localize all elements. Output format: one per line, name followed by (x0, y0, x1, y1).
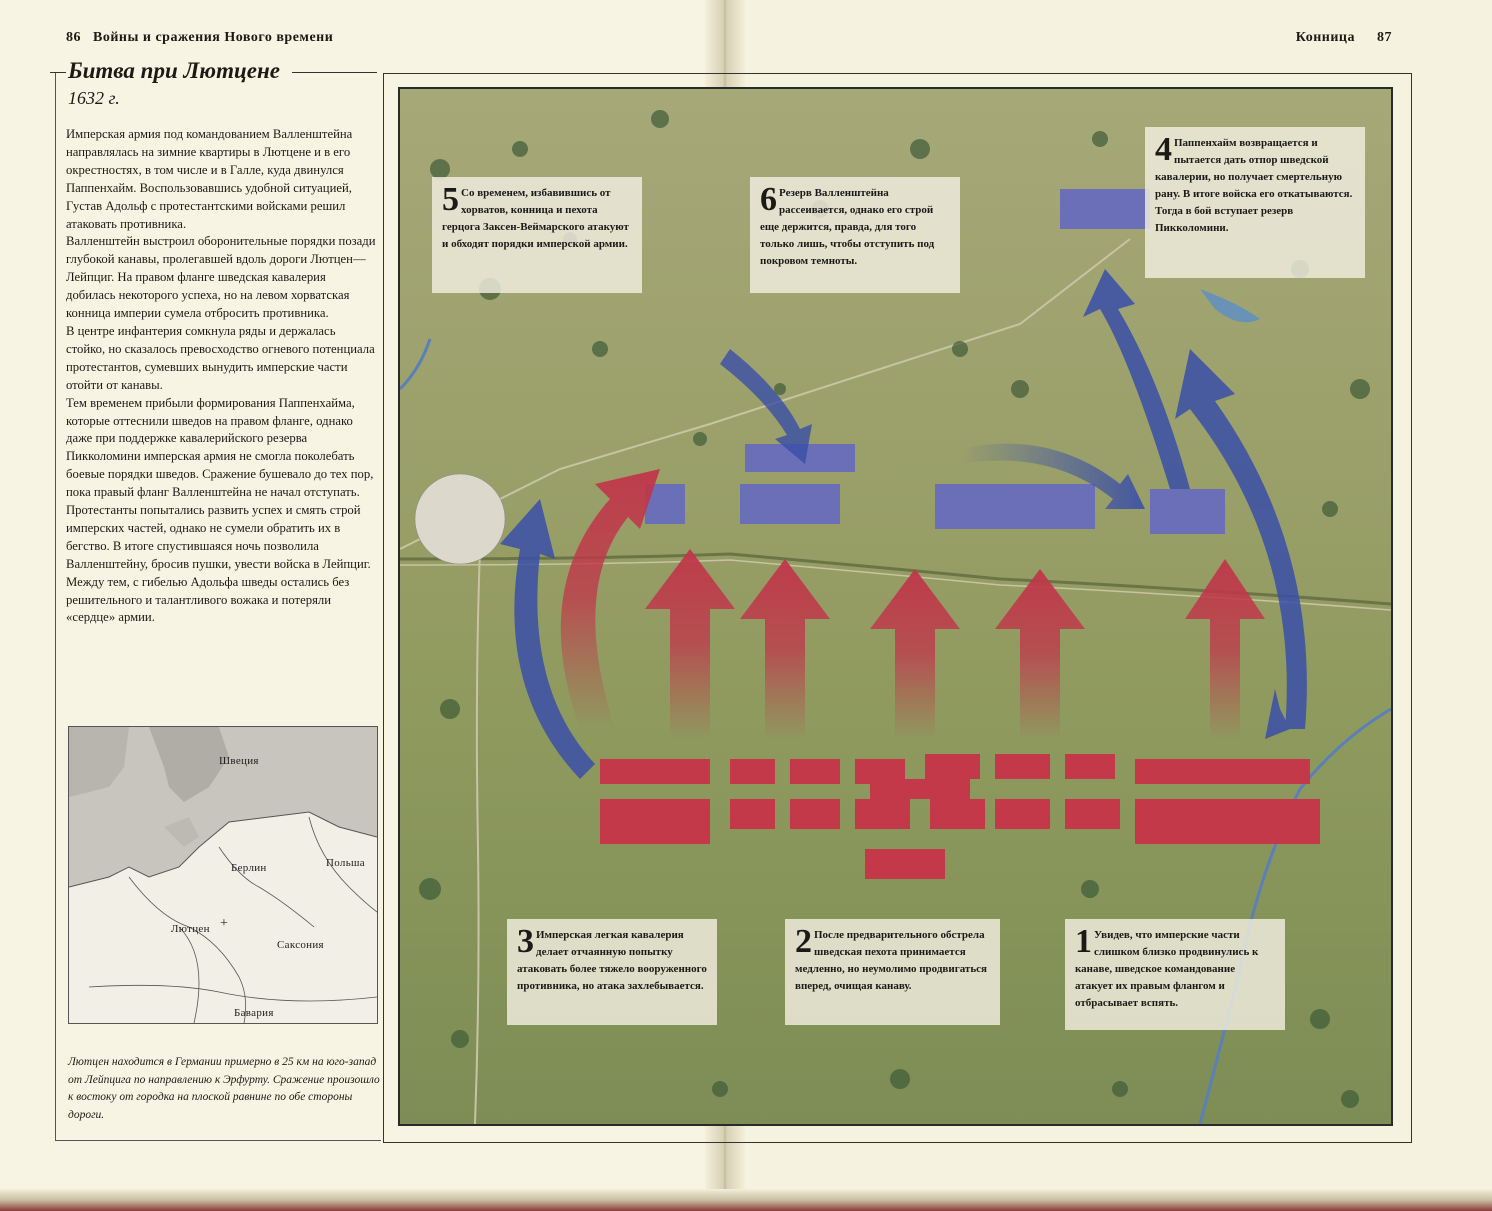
running-header-left (66, 30, 333, 46)
article-title: Битва при Лютцене (68, 58, 280, 83)
annotation-text: Имперская легкая кавалерия делает отчаянную попытку атаковать более тяжело вооруженного противника, но атака захлебывается. (517, 929, 707, 992)
svg-text:+: + (220, 916, 228, 931)
annotation-text: После предварительного обстрела шведская пехота принимается медленно, но неумолимо продвигаться вперед, очищая канаву. (795, 929, 987, 992)
annotation-number: 2 (795, 923, 812, 960)
map-caption: Лютцен находится в Германии примерно в 25 км на юго-запад от Лейпцига по направлению к Эрфурту. Сражение произошло к востоку от городка на плоской равнине по обе стороны дороги. (68, 1056, 380, 1121)
map-label-saxony: Саксония (277, 939, 324, 951)
body-paragraph: Имперская армия под командованием Валленштейна направлялась на зимние квартиры в Лютцене и в его окрестностях, в том числе и в Галле, куда двинулся Паппенхайм. Воспользовавшись удобной ситуацией, Густав Адольф с протестантскими войсками решил атаковать противника. (66, 127, 353, 231)
book-edge (0, 1189, 1492, 1211)
annotation-2 (785, 919, 1000, 1025)
map-label-sweden: Швеция (219, 755, 259, 767)
annotation-5 (432, 177, 642, 293)
annotation-text: Со временем, избавившись от хорватов, конница и пехота герцога Заксен-Веймарского атакуют и обходят порядки имперской армии. (442, 187, 629, 250)
map-label-lutzen: Лютцен (171, 923, 210, 935)
title-rule (50, 72, 66, 73)
annotation-text: Резерв Валленштейна рассеивается, однако его строй еще держится, правда, для того только лишь, чтобы отступить под покровом темноты. (760, 187, 935, 267)
header-section-left: Войны и сражения Нового времени (93, 30, 334, 45)
inset-map-graphic (69, 727, 377, 1023)
page-number-right: 87 (1377, 30, 1392, 45)
annotation-number: 6 (760, 181, 777, 218)
annotation-6 (750, 177, 960, 293)
map-label-berlin: Берлин (231, 862, 267, 874)
annotation-1 (1065, 919, 1285, 1030)
map-label-bavaria: Бавария (234, 1007, 274, 1019)
annotation-text: Увидев, что имперские части слишком близко продвинулись к канаве, шведское командование атакует их правым флангом и отбрасывает вспять. (1075, 929, 1259, 1009)
body-paragraph: В центре инфантерия сомкнула ряды и держалась стойко, но сказалось превосходство огневого потенциала протестантов, сумевших вынудить имперские части отойти от канавы. (66, 323, 375, 392)
annotation-4 (1145, 127, 1365, 278)
annotation-number: 5 (442, 181, 459, 218)
annotation-text: Паппенхайм возвращается и пытается дать отпор шведской кавалерии, но получает смертельную рану. В итоге войска его откатываются. Тогда в бой вступает резерв Пикколомини. (1155, 137, 1353, 234)
header-section-right: Конница (1295, 30, 1355, 45)
map-label-poland: Польша (326, 857, 365, 869)
article-body (66, 126, 376, 627)
article-year: 1632 г. (68, 88, 120, 108)
title-rule (292, 72, 377, 73)
body-paragraph: Тем временем прибыли формирования Паппенхайма, которые оттеснили шведов на правом фланге, однако даже при поддержке кавалерийского резерва Пикколомини имперская армия не смогла поколебать боевые порядки шведов. Сражение бушевало до тех пор, пока правый фланг Валленштейна не начал отступать. Протестанты попытались развить успех и смять строй имперских частей, однако не сумели обратить их в бегство. В итоге спустившаяся ночь позволила Валленштейну, бросив пушки, увести войска в Лейпциг. Между тем, с гибелью Адольфа шведы остались без решительного и талантливого вожака и потеряли «сердце» армии. (66, 395, 374, 625)
body-paragraph: Валленштейн выстроил оборонительные порядки позади глубокой канавы, пролегавшей вдоль дороги Лютцен—Лейпциг. На правом фланге шведская кавалерия добилась некоторого успеха, но на левом хорватская конница империи сумела отбросить противника. (66, 234, 376, 321)
battle-map (398, 87, 1393, 1126)
running-header-right (1296, 30, 1392, 46)
annotation-number: 3 (517, 923, 534, 960)
annotation-3 (507, 919, 717, 1025)
page-number-left: 86 (66, 30, 81, 45)
annotation-number: 1 (1075, 923, 1092, 960)
annotation-number: 4 (1155, 131, 1172, 168)
inset-locator-map (68, 726, 378, 1024)
